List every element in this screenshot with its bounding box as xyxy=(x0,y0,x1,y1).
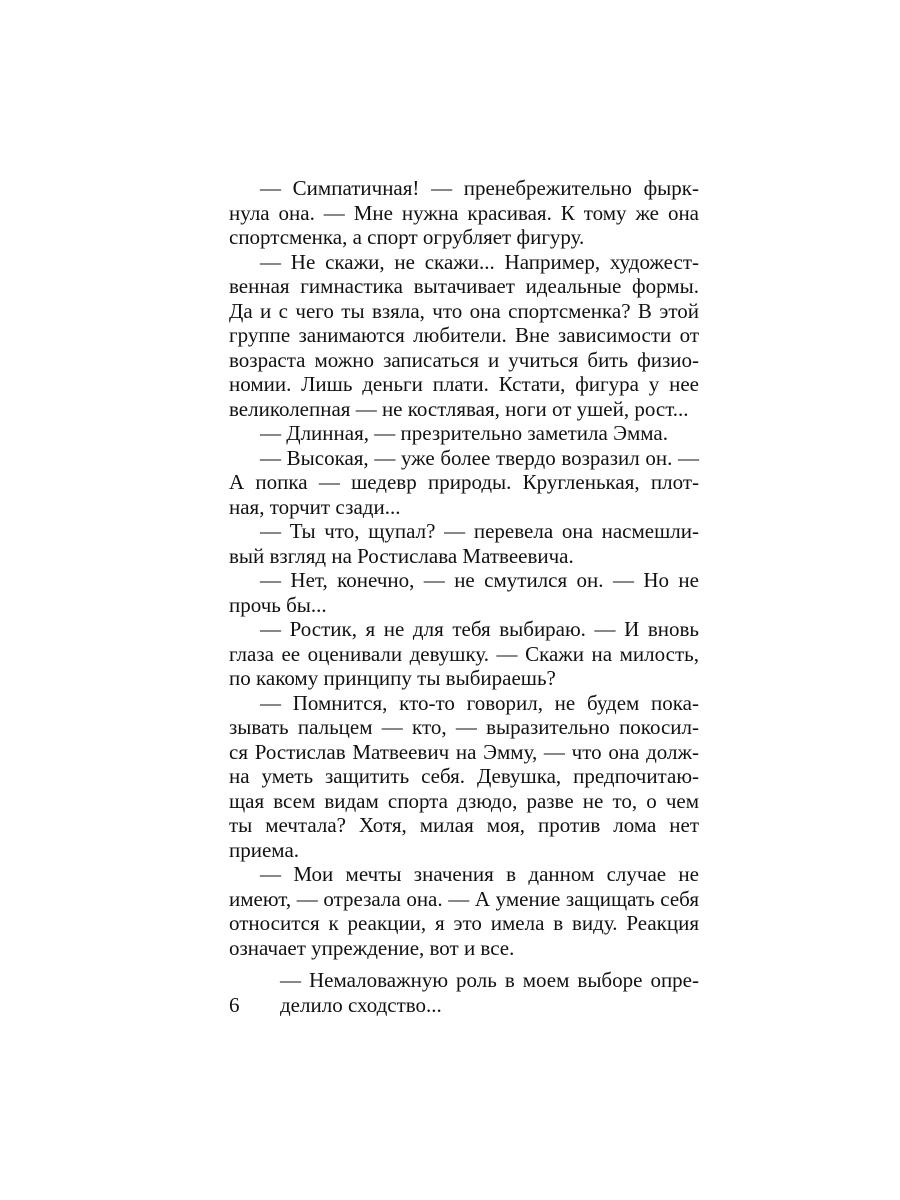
text-line: великолепная — не костлявая, ноги от ушей, рост... xyxy=(229,396,689,421)
text-line: группе занимаются любители. Вне зависимости от xyxy=(229,323,699,347)
text-line: имеют, — отрезала она. — А умение защищать себя xyxy=(229,886,699,911)
text-line: означает упреждение, вот и все. xyxy=(229,935,515,960)
text-line: по какому принципу ты выбираешь? xyxy=(229,666,556,690)
text-line: — Длинная, — презрительно заметила Эмма. xyxy=(260,421,668,445)
text-line: — Нет, конечно, — не смутился он. — Но не xyxy=(260,568,699,592)
text-line: вый взгляд на Ростислава Матвеевича. xyxy=(229,543,574,568)
text-line: ты мечтала? Хотя, милая моя, против лома нет xyxy=(229,813,699,837)
text-line: ся Ростислав Матвеевич на Эмму, — что она долж- xyxy=(229,739,699,764)
text-line: зывать пальцем — кто, — выразительно покосил- xyxy=(229,715,699,739)
text-line: — Ты что, щупал? — перевела она насмешли- xyxy=(260,519,699,543)
final-paragraph xyxy=(229,968,699,1017)
text-line: номии. Лишь деньги плати. Кстати, фигура у нее xyxy=(229,372,699,396)
text-line: глаза ее оценивали девушку. — Скажи на милость, xyxy=(229,641,699,666)
text-line: на уметь защитить себя. Девушка, предпочитаю- xyxy=(229,764,699,788)
final-paragraph-line-2: делило сходство... xyxy=(280,992,442,1017)
text-line: — Ростик, я не для тебя выбираю. — И вновь xyxy=(260,617,699,641)
text-line: приема. xyxy=(229,837,300,862)
text-line: возраста можно записаться и учиться бить физио- xyxy=(229,347,699,372)
text-line: — Помнится, кто-то говорил, не будем пока- xyxy=(260,690,699,715)
text-line: — Мои мечты значения в данном случае не xyxy=(260,862,699,886)
page-number: 6 xyxy=(229,993,240,1017)
text-line: — Высокая, — уже более твердо возразил он. — xyxy=(260,445,699,470)
text-line: венная гимнастика вытачивает идеальные формы. xyxy=(229,274,699,298)
text-line: — Не скажи, не скажи... Например, художест- xyxy=(260,249,699,274)
text-line: щая всем видам спорта дзюдо, разве не то, о чем xyxy=(229,788,699,813)
text-line: спортсменка, а спорт огрубляет фигуру. xyxy=(229,225,585,249)
text-line: прочь бы... xyxy=(229,592,327,617)
text-line: А попка — шедевр природы. Кругленькая, плот- xyxy=(229,470,699,494)
final-paragraph-line-1: — Немаловажную роль в моем выборе опре- xyxy=(280,968,699,992)
text-line: — Симпатичная! — пренебрежительно фырк- xyxy=(260,176,699,200)
text-line: ная, торчит сзади... xyxy=(229,494,401,519)
body-text xyxy=(229,176,699,960)
text-line: Да и с чего ты взяла, что она спортсменка? В этой xyxy=(229,298,699,323)
text-line: нула она. — Мне нужна красивая. К тому же она xyxy=(229,200,699,225)
text-line: относится к реакции, я это имела в виду. Реакция xyxy=(229,911,699,935)
